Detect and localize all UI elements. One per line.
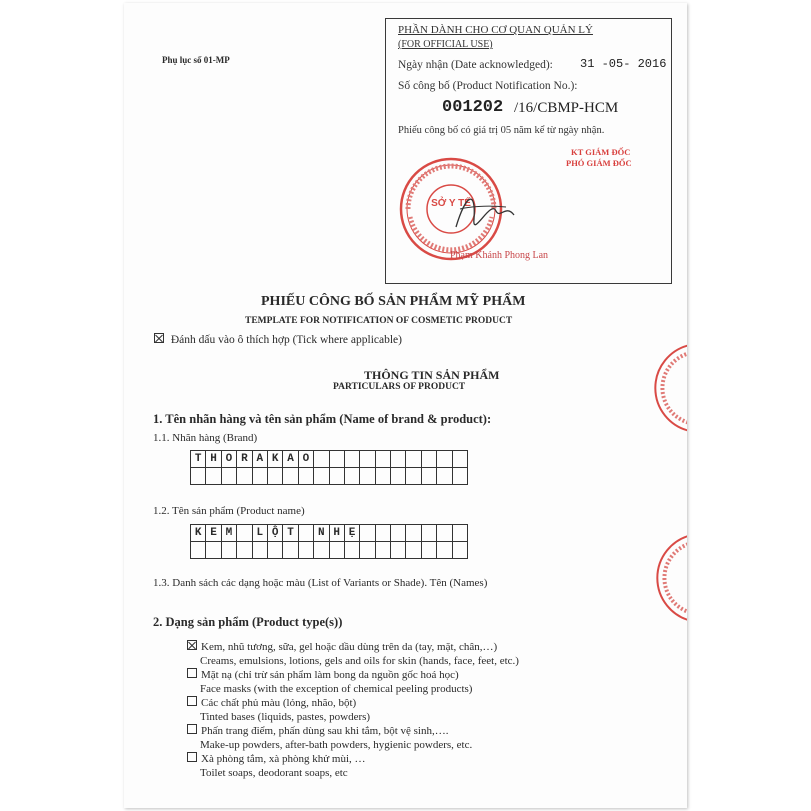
- grid-cell: [437, 468, 452, 485]
- form-title-vn: PHIẾU CÔNG BỐ SẢN PHẨM MỸ PHẨM: [261, 294, 526, 309]
- section-2-heading: 2. Dạng sản phẩm (Product type(s)): [153, 615, 343, 629]
- product-type-vn: Phấn trang điểm, phấn dùng sau khi tắm, bột vệ sinh,….: [201, 725, 449, 737]
- grid-cell: K: [268, 451, 283, 468]
- product-type-vn: Các chất phủ màu (lỏng, nhão, bột): [201, 697, 357, 709]
- grid-cell: [360, 542, 375, 559]
- grid-cell: [453, 451, 468, 468]
- grid-cell: [406, 451, 421, 468]
- date-acknowledged-label: Ngày nhận (Date acknowledged):: [398, 59, 553, 71]
- product-type-en: Face masks (with the exception of chemical peeling products): [200, 682, 473, 695]
- grid-cell: O: [299, 451, 314, 468]
- brand-label: 1.1. Nhãn hàng (Brand): [153, 432, 258, 444]
- grid-cell: [222, 542, 237, 559]
- notification-number: 001202: [442, 98, 504, 117]
- grid-cell: [268, 468, 283, 485]
- grid-cell: [237, 468, 252, 485]
- product-type-item: [187, 668, 519, 683]
- grid-cell: [299, 542, 314, 559]
- checked-box-icon: [154, 333, 164, 343]
- section-1-heading: 1. Tên nhãn hàng và tên sản phẩm (Name of brand & product):: [153, 412, 492, 426]
- checked-box-icon: [187, 640, 197, 650]
- grid-cell: [237, 525, 252, 542]
- tick-note: [154, 333, 402, 346]
- grid-cell: [253, 542, 268, 559]
- grid-cell: [299, 468, 314, 485]
- variants-label: 1.3. Danh sách các dạng hoặc màu (List of Variants or Shade). Tên (Names): [153, 577, 488, 589]
- grid-cell: [376, 525, 391, 542]
- grid-cell: E: [206, 525, 221, 542]
- product-type-item: [187, 752, 519, 767]
- grid-cell: [360, 468, 375, 485]
- grid-cell: [330, 468, 345, 485]
- grid-cell: K: [191, 525, 206, 542]
- grid-cell: O: [222, 451, 237, 468]
- grid-cell: [268, 542, 283, 559]
- grid-cell: [191, 542, 206, 559]
- official-use-box: [385, 18, 672, 284]
- grid-cell: [206, 468, 221, 485]
- grid-cell: [253, 468, 268, 485]
- product-type-vn: Kem, nhũ tương, sữa, gel hoặc dầu dùng trên da (tay, mặt, chân,…): [201, 641, 498, 653]
- grid-cell: A: [253, 451, 268, 468]
- validity-note: Phiếu công bố có giá trị 05 năm kể từ ngày nhận.: [398, 125, 605, 136]
- edge-seal-icon: [652, 343, 687, 433]
- grid-cell: [453, 525, 468, 542]
- grid-cell: H: [330, 525, 345, 542]
- particulars-title-en: PARTICULARS OF PRODUCT: [333, 382, 466, 392]
- notification-suffix: /16/CBMP-HCM: [514, 100, 619, 116]
- grid-cell: [206, 542, 221, 559]
- product-type-en: Creams, emulsions, lotions, gels and oils for skin (hands, face, feet, etc.): [200, 654, 519, 667]
- edge-seal-icon: [654, 533, 687, 623]
- grid-cell: [360, 525, 375, 542]
- grid-cell: [283, 468, 298, 485]
- grid-cell: M: [222, 525, 237, 542]
- product-name-label: 1.2. Tên sản phẩm (Product name): [153, 505, 305, 517]
- checkbox-icon: [187, 752, 197, 762]
- seal-center-text: SỞ Y TẾ: [431, 198, 471, 209]
- grid-cell: [376, 451, 391, 468]
- stamp-title-1: KT GIÁM ĐỐC: [571, 147, 631, 157]
- checkbox-icon: [187, 724, 197, 734]
- grid-cell: [453, 468, 468, 485]
- grid-cell: L: [253, 525, 268, 542]
- grid-cell: [314, 451, 329, 468]
- grid-cell: [283, 542, 298, 559]
- date-acknowledged-value: 31 -05- 2016: [580, 57, 667, 71]
- grid-cell: [376, 468, 391, 485]
- checkbox-icon: [187, 696, 197, 706]
- product-type-en: Tinted bases (liquids, pastes, powders): [200, 710, 371, 723]
- product-type-vn: Mặt nạ (chỉ trừ sản phẩm làm bong da nguồn gốc hoá học): [201, 669, 459, 681]
- product-type-item: [187, 696, 519, 711]
- grid-cell: H: [206, 451, 221, 468]
- grid-cell: [422, 451, 437, 468]
- grid-cell: T: [283, 525, 298, 542]
- grid-cell: [391, 525, 406, 542]
- grid-cell: [345, 451, 360, 468]
- grid-cell: [222, 468, 237, 485]
- grid-cell: [437, 525, 452, 542]
- grid-cell: [437, 451, 452, 468]
- product-type-item: [187, 724, 519, 739]
- grid-cell: [330, 451, 345, 468]
- product-type-en: Toilet soaps, deodorant soaps, etc: [200, 766, 348, 779]
- grid-cell: Ộ: [268, 525, 283, 542]
- tick-note-text: Đánh dấu vào ô thích hợp (Tick where applicable): [170, 334, 402, 346]
- grid-cell: [422, 525, 437, 542]
- grid-cell: [191, 468, 206, 485]
- grid-cell: [406, 542, 421, 559]
- grid-cell: [391, 451, 406, 468]
- grid-cell: [391, 542, 406, 559]
- notification-number-label: Số công bố (Product Notification No.):: [398, 80, 578, 92]
- grid-cell: [314, 468, 329, 485]
- grid-cell: [422, 542, 437, 559]
- product-types-list: [187, 640, 519, 780]
- grid-cell: [345, 468, 360, 485]
- grid-cell: Ẹ: [345, 525, 360, 542]
- grid-cell: [422, 468, 437, 485]
- document-page: [124, 3, 687, 808]
- official-title-vn: PHẦN DÀNH CHO CƠ QUAN QUẢN LÝ: [398, 24, 593, 36]
- grid-cell: [237, 542, 252, 559]
- grid-cell: [345, 542, 360, 559]
- grid-cell: [406, 468, 421, 485]
- grid-cell: N: [314, 525, 329, 542]
- particulars-title-vn: THÔNG TIN SẢN PHẨM: [364, 368, 500, 382]
- grid-cell: [314, 542, 329, 559]
- product-name-grid: [190, 524, 468, 559]
- grid-cell: [376, 542, 391, 559]
- product-type-vn: Xà phòng tắm, xà phòng khử mùi, …: [201, 753, 366, 765]
- grid-cell: T: [191, 451, 206, 468]
- form-title-en: TEMPLATE FOR NOTIFICATION OF COSMETIC PRODUCT: [245, 316, 513, 326]
- grid-cell: [391, 468, 406, 485]
- signer-name: Phạm Khánh Phong Lan: [450, 250, 549, 261]
- grid-cell: [437, 542, 452, 559]
- appendix-label: Phụ lục số 01-MP: [162, 55, 230, 65]
- grid-cell: [330, 542, 345, 559]
- stamp-title-2: PHÓ GIÁM ĐỐC: [566, 158, 632, 168]
- grid-cell: A: [283, 451, 298, 468]
- product-type-item: [187, 640, 519, 655]
- grid-cell: [406, 525, 421, 542]
- brand-grid: [190, 450, 468, 485]
- checkbox-icon: [187, 668, 197, 678]
- product-type-en: Make-up powders, after-bath powders, hygienic powders, etc.: [200, 738, 473, 751]
- grid-cell: R: [237, 451, 252, 468]
- grid-cell: [360, 451, 375, 468]
- grid-cell: [299, 525, 314, 542]
- grid-cell: [453, 542, 468, 559]
- official-title-en: (FOR OFFICIAL USE): [398, 39, 493, 50]
